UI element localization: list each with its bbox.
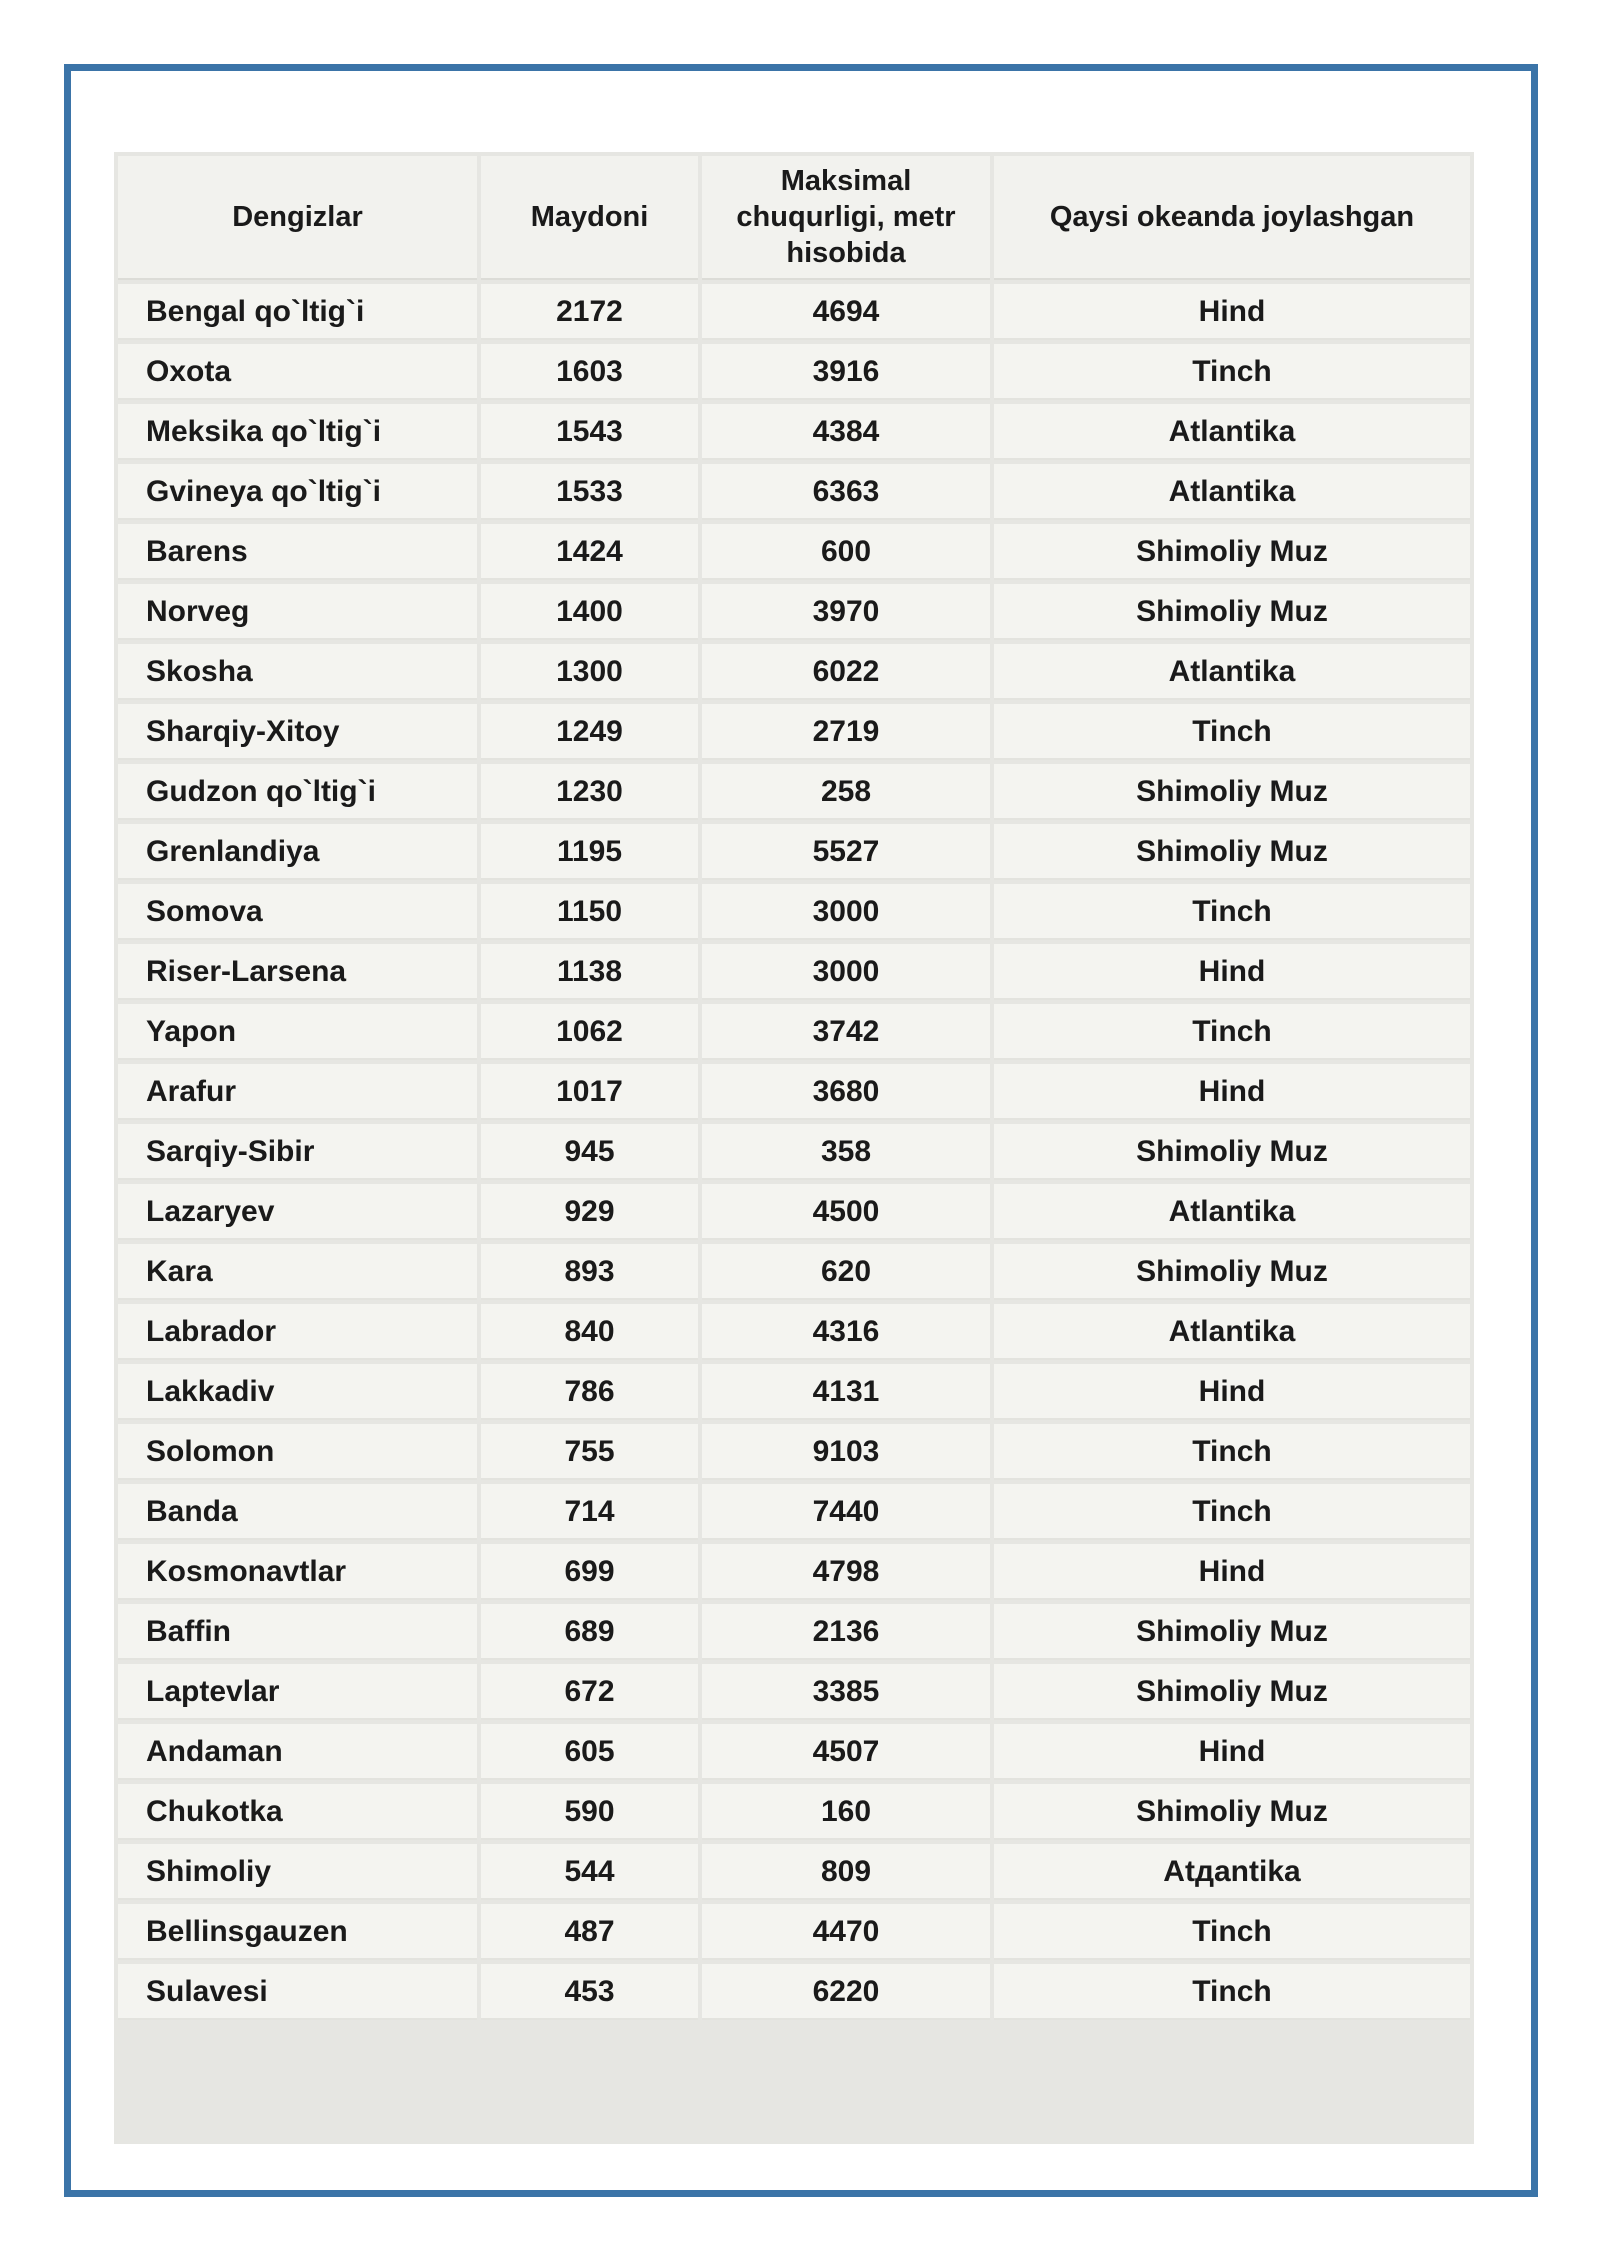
ocean-cell: Atlantika — [994, 1304, 1470, 1360]
ocean-cell: Shimoliy Muz — [994, 824, 1470, 880]
ocean-cell: Tinch — [994, 1964, 1470, 2020]
depth-cell: 600 — [702, 524, 990, 580]
table-row — [118, 1724, 1470, 1780]
sea-name-cell: Andaman — [118, 1724, 477, 1780]
area-cell: 755 — [481, 1424, 698, 1480]
depth-cell: 7440 — [702, 1484, 990, 1540]
sea-name-cell: Grenlandiya — [118, 824, 477, 880]
table-row — [118, 704, 1470, 760]
area-cell: 929 — [481, 1184, 698, 1240]
sea-name-cell: Kosmonavtlar — [118, 1544, 477, 1600]
depth-cell: 3742 — [702, 1004, 990, 1060]
depth-cell: 6022 — [702, 644, 990, 700]
table-row — [118, 344, 1470, 400]
depth-cell: 4316 — [702, 1304, 990, 1360]
depth-cell: 4470 — [702, 1904, 990, 1960]
area-cell: 1543 — [481, 404, 698, 460]
table-row — [118, 884, 1470, 940]
ocean-cell: Shimoliy Muz — [994, 1664, 1470, 1720]
table-row — [118, 1604, 1470, 1660]
sea-name-cell: Lakkadiv — [118, 1364, 477, 1420]
ocean-cell: Hind — [994, 1364, 1470, 1420]
table-row — [118, 1304, 1470, 1360]
sea-name-cell: Gvineya qo`ltig`i — [118, 464, 477, 520]
table-row — [118, 1784, 1470, 1840]
depth-cell: 620 — [702, 1244, 990, 1300]
ocean-cell: Shimoliy Muz — [994, 1244, 1470, 1300]
depth-cell: 2136 — [702, 1604, 990, 1660]
area-cell: 840 — [481, 1304, 698, 1360]
header-seas: Dengizlar — [118, 156, 477, 280]
depth-cell: 6220 — [702, 1964, 990, 2020]
sea-name-cell: Labrador — [118, 1304, 477, 1360]
sea-name-cell: Shimoliy — [118, 1844, 477, 1900]
ocean-cell: Atlantika — [994, 1184, 1470, 1240]
seas-table — [114, 152, 1474, 2024]
table-row — [118, 1544, 1470, 1600]
sea-name-cell: Kara — [118, 1244, 477, 1300]
depth-cell: 809 — [702, 1844, 990, 1900]
ocean-cell: Atдantika — [994, 1844, 1470, 1900]
table-row — [118, 1964, 1470, 2020]
ocean-cell: Tinch — [994, 1484, 1470, 1540]
sea-name-cell: Sharqiy-Xitoy — [118, 704, 477, 760]
table-row — [118, 524, 1470, 580]
ocean-cell: Shimoliy Muz — [994, 1604, 1470, 1660]
depth-cell: 5527 — [702, 824, 990, 880]
table-row — [118, 584, 1470, 640]
header-ocean: Qaysi okeanda joylashgan — [994, 156, 1470, 280]
area-cell: 1230 — [481, 764, 698, 820]
area-cell: 1424 — [481, 524, 698, 580]
area-cell: 1533 — [481, 464, 698, 520]
area-cell: 605 — [481, 1724, 698, 1780]
depth-cell: 160 — [702, 1784, 990, 1840]
depth-cell: 4507 — [702, 1724, 990, 1780]
sea-name-cell: Lazaryev — [118, 1184, 477, 1240]
ocean-cell: Hind — [994, 284, 1470, 340]
area-cell: 945 — [481, 1124, 698, 1180]
sea-name-cell: Barens — [118, 524, 477, 580]
sea-name-cell: Norveg — [118, 584, 477, 640]
ocean-cell: Tinch — [994, 884, 1470, 940]
sea-name-cell: Somova — [118, 884, 477, 940]
depth-cell: 3385 — [702, 1664, 990, 1720]
ocean-cell: Tinch — [994, 1424, 1470, 1480]
area-cell: 487 — [481, 1904, 698, 1960]
ocean-cell: Atlantika — [994, 644, 1470, 700]
area-cell: 1400 — [481, 584, 698, 640]
area-cell: 453 — [481, 1964, 698, 2020]
depth-cell: 258 — [702, 764, 990, 820]
table-row — [118, 944, 1470, 1000]
depth-cell: 4694 — [702, 284, 990, 340]
area-cell: 1062 — [481, 1004, 698, 1060]
sea-name-cell: Arafur — [118, 1064, 477, 1120]
area-cell: 590 — [481, 1784, 698, 1840]
sea-name-cell: Sulavesi — [118, 1964, 477, 2020]
table-row — [118, 1364, 1470, 1420]
area-cell: 714 — [481, 1484, 698, 1540]
ocean-cell: Shimoliy Muz — [994, 524, 1470, 580]
ocean-cell: Hind — [994, 1544, 1470, 1600]
ocean-cell: Hind — [994, 944, 1470, 1000]
area-cell: 1138 — [481, 944, 698, 1000]
sea-name-cell: Riser-Larsena — [118, 944, 477, 1000]
area-cell: 1300 — [481, 644, 698, 700]
ocean-cell: Tinch — [994, 704, 1470, 760]
depth-cell: 3970 — [702, 584, 990, 640]
depth-cell: 6363 — [702, 464, 990, 520]
sea-name-cell: Bellinsgauzen — [118, 1904, 477, 1960]
table-row — [118, 1184, 1470, 1240]
sea-name-cell: Solomon — [118, 1424, 477, 1480]
seas-table-container — [114, 152, 1474, 2144]
depth-cell: 4500 — [702, 1184, 990, 1240]
table-row — [118, 824, 1470, 880]
ocean-cell: Shimoliy Muz — [994, 1124, 1470, 1180]
area-cell: 1150 — [481, 884, 698, 940]
table-row — [118, 464, 1470, 520]
table-row — [118, 1664, 1470, 1720]
depth-cell: 3000 — [702, 884, 990, 940]
area-cell: 672 — [481, 1664, 698, 1720]
depth-cell: 2719 — [702, 704, 990, 760]
table-row — [118, 764, 1470, 820]
table-row — [118, 1004, 1470, 1060]
ocean-cell: Atlantika — [994, 404, 1470, 460]
area-cell: 699 — [481, 1544, 698, 1600]
table-row — [118, 644, 1470, 700]
sea-name-cell: Oxota — [118, 344, 477, 400]
depth-cell: 3000 — [702, 944, 990, 1000]
area-cell: 1603 — [481, 344, 698, 400]
area-cell: 689 — [481, 1604, 698, 1660]
depth-cell: 3680 — [702, 1064, 990, 1120]
sea-name-cell: Sarqiy-Sibir — [118, 1124, 477, 1180]
depth-cell: 358 — [702, 1124, 990, 1180]
sea-name-cell: Baffin — [118, 1604, 477, 1660]
header-max-depth: Maksimal chuqurligi, metr hisobida — [702, 156, 990, 280]
ocean-cell: Atlantika — [994, 464, 1470, 520]
depth-cell: 9103 — [702, 1424, 990, 1480]
ocean-cell: Hind — [994, 1724, 1470, 1780]
sea-name-cell: Chukotka — [118, 1784, 477, 1840]
ocean-cell: Tinch — [994, 1004, 1470, 1060]
header-area: Maydoni — [481, 156, 698, 280]
header-row — [118, 156, 1470, 280]
sea-name-cell: Yapon — [118, 1004, 477, 1060]
table-row — [118, 1244, 1470, 1300]
ocean-cell: Shimoliy Muz — [994, 764, 1470, 820]
depth-cell: 4384 — [702, 404, 990, 460]
table-row — [118, 1424, 1470, 1480]
depth-cell: 3916 — [702, 344, 990, 400]
area-cell: 2172 — [481, 284, 698, 340]
table-row — [118, 404, 1470, 460]
table-body — [118, 284, 1470, 2020]
sea-name-cell: Laptevlar — [118, 1664, 477, 1720]
table-row — [118, 1064, 1470, 1120]
ocean-cell: Hind — [994, 1064, 1470, 1120]
area-cell: 1195 — [481, 824, 698, 880]
sea-name-cell: Meksika qo`ltig`i — [118, 404, 477, 460]
table-row — [118, 1844, 1470, 1900]
depth-cell: 4131 — [702, 1364, 990, 1420]
ocean-cell: Tinch — [994, 1904, 1470, 1960]
area-cell: 1249 — [481, 704, 698, 760]
area-cell: 786 — [481, 1364, 698, 1420]
ocean-cell: Shimoliy Muz — [994, 584, 1470, 640]
area-cell: 1017 — [481, 1064, 698, 1120]
ocean-cell: Shimoliy Muz — [994, 1784, 1470, 1840]
table-row — [118, 1904, 1470, 1960]
sea-name-cell: Skosha — [118, 644, 477, 700]
ocean-cell: Tinch — [994, 344, 1470, 400]
table-row — [118, 1124, 1470, 1180]
table-row — [118, 1484, 1470, 1540]
area-cell: 893 — [481, 1244, 698, 1300]
sea-name-cell: Gudzon qo`ltig`i — [118, 764, 477, 820]
table-header — [118, 156, 1470, 280]
table-row — [118, 284, 1470, 340]
depth-cell: 4798 — [702, 1544, 990, 1600]
area-cell: 544 — [481, 1844, 698, 1900]
sea-name-cell: Bengal qo`ltig`i — [118, 284, 477, 340]
sea-name-cell: Banda — [118, 1484, 477, 1540]
